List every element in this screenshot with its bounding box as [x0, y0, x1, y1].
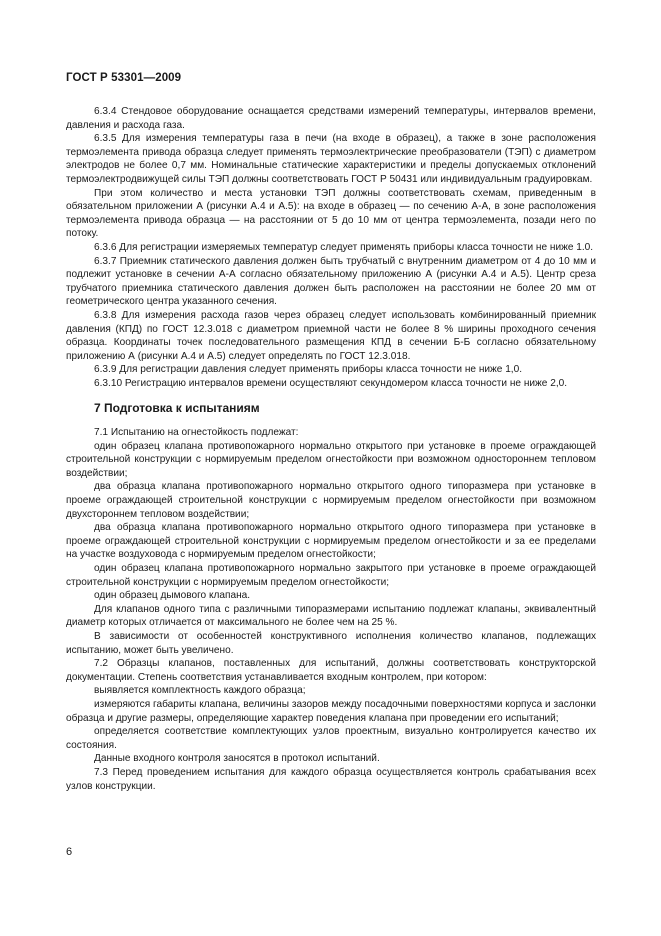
- paragraph-6-3-5: 6.3.5 Для измерения температуры газа в печи (на входе в образец), а также в зоне расположения термоэлемента привода образца следует применять термоэлектрические преобразователи (ТЭП) с диаметром электродов не более 0,7 мм. Номинальные статические характеристики и пределы допускаемых отклонений термоэлектродвижущей силы ТЭП должны соответствовать ГОСТ Р 50431 или индивидуальным градуировкам.: [66, 133, 596, 185]
- list-item: один образец клапана противопожарного нормально открытого при установке в проеме ограждающей строительной конструкции с нормируемым пределом огнестойкости при возможном одностороннем тепловом воздействии;: [66, 440, 596, 479]
- list-item: два образца клапана противопожарного нормально открытого одного типоразмера при установке в проеме ограждающей строительной конструкции с нормируемым пределом огнестойкости при возможном двухстороннем тепловом воздействии;: [66, 481, 596, 520]
- list-item: определяется соответствие комплектующих узлов проектным, визуально контролируется качество их состояния.: [66, 726, 596, 751]
- page-number: 6: [66, 846, 73, 858]
- paragraph-7-2: 7.2 Образцы клапанов, поставленных для испытаний, должны соответствовать конструкторской документации. Степень соответствия устанавливается входным контролем, при котором:: [66, 658, 596, 683]
- list-item: один образец дымового клапана.: [94, 590, 251, 602]
- paragraph-6-3-10: 6.3.10 Регистрацию интервалов времени осуществляют секундомером класса точности не ниже 2,0.: [94, 377, 568, 389]
- paragraph-input-control: Данные входного контроля заносятся в протокол испытаний.: [94, 753, 380, 765]
- paragraph-6-3-4: 6.3.4 Стендовое оборудование оснащается средствами измерений температуры, интервалов времени, давления и расхода газа.: [66, 106, 596, 131]
- paragraph-6-3-6: 6.3.6 Для регистрации измеряемых температур следует применять приборы класса точности не ниже 1.0.: [94, 241, 594, 253]
- document-body: [66, 105, 596, 793]
- paragraph-tep-placement: При этом количество и места установки ТЭП должны соответствовать схемам, приведенным в обязательном приложении А (рисунки А.4 и А.5): на входе в образец — по сечению А-А, в зоне расположения термоэлемента привода образца — на расстоянии от 5 до 10 мм от центра термоэлемента, позади него по потоку.: [66, 187, 596, 240]
- paragraph-6-3-8: 6.3.8 Для измерения расхода газов через образец следует использовать комбинированный приемник давления (КПД) по ГОСТ 12.3.018 с диаметром приемной части не более 8 % ширины проходного сечения образца. Координаты точек последовательного размещения КПД в сечении Б-Б согласно обязательному приложению А (рисунки А.4 и А.5) следует определять по ГОСТ 12.3.018.: [66, 309, 596, 362]
- paragraph-valve-count: В зависимости от особенностей конструктивного исполнения количество клапанов, подлежащих испытанию, может быть увеличено.: [66, 630, 596, 656]
- paragraph-6-3-9: 6.3.9 Для регистрации давления следует применять приборы класса точности не ниже 1,0.: [94, 364, 523, 376]
- paragraph-7-3: 7.3 Перед проведением испытания для каждого образца осуществляется контроль срабатывания всех узлов конструкции.: [66, 766, 596, 792]
- list-item: два образца клапана противопожарного нормально открытого одного типоразмера при установке в проеме ограждающей строительной конструкции с нормируемым пределом огнестойкости и за ее пределами на участке воздуховода с нормируемым пределом огнестойкости;: [66, 522, 596, 561]
- list-item: измеряются габариты клапана, величины зазоров между посадочными поверхностями корпуса и заслонки образца и другие размеры, определяющие характер поведения клапана при проведении его испытаний;: [66, 698, 596, 724]
- list-item: один образец клапана противопожарного нормально закрытого при установке в проеме ограждающей строительной конструкции с нормируемым пределом огнестойкости;: [66, 563, 596, 588]
- document-header: ГОСТ Р 53301—2009: [66, 72, 182, 84]
- paragraph-7-1: 7.1 Испытанию на огнестойкость подлежат:: [94, 427, 299, 439]
- paragraph-6-3-7: 6.3.7 Приемник статического давления должен быть трубчатый с внутренним диаметром от 4 до 10 мм и подлежит установке в сечении А-А согласно обязательному приложению А (рисунки А.4 и А.5). Центр среза трубчатого приемника статического давления должен быть расположен на расстоянии не более 20 мм от геометрического центра указанного сечения.: [66, 255, 596, 308]
- list-item: выявляется комплектность каждого образца;: [94, 685, 306, 697]
- paragraph-valve-types: Для клапанов одного типа с различными типоразмерами испытанию подлежат клапаны, эквивалентный диаметр которых отличается от максимального не более чем на 25 %.: [66, 603, 596, 629]
- section-7-heading: 7 Подготовка к испытаниям: [94, 401, 260, 416]
